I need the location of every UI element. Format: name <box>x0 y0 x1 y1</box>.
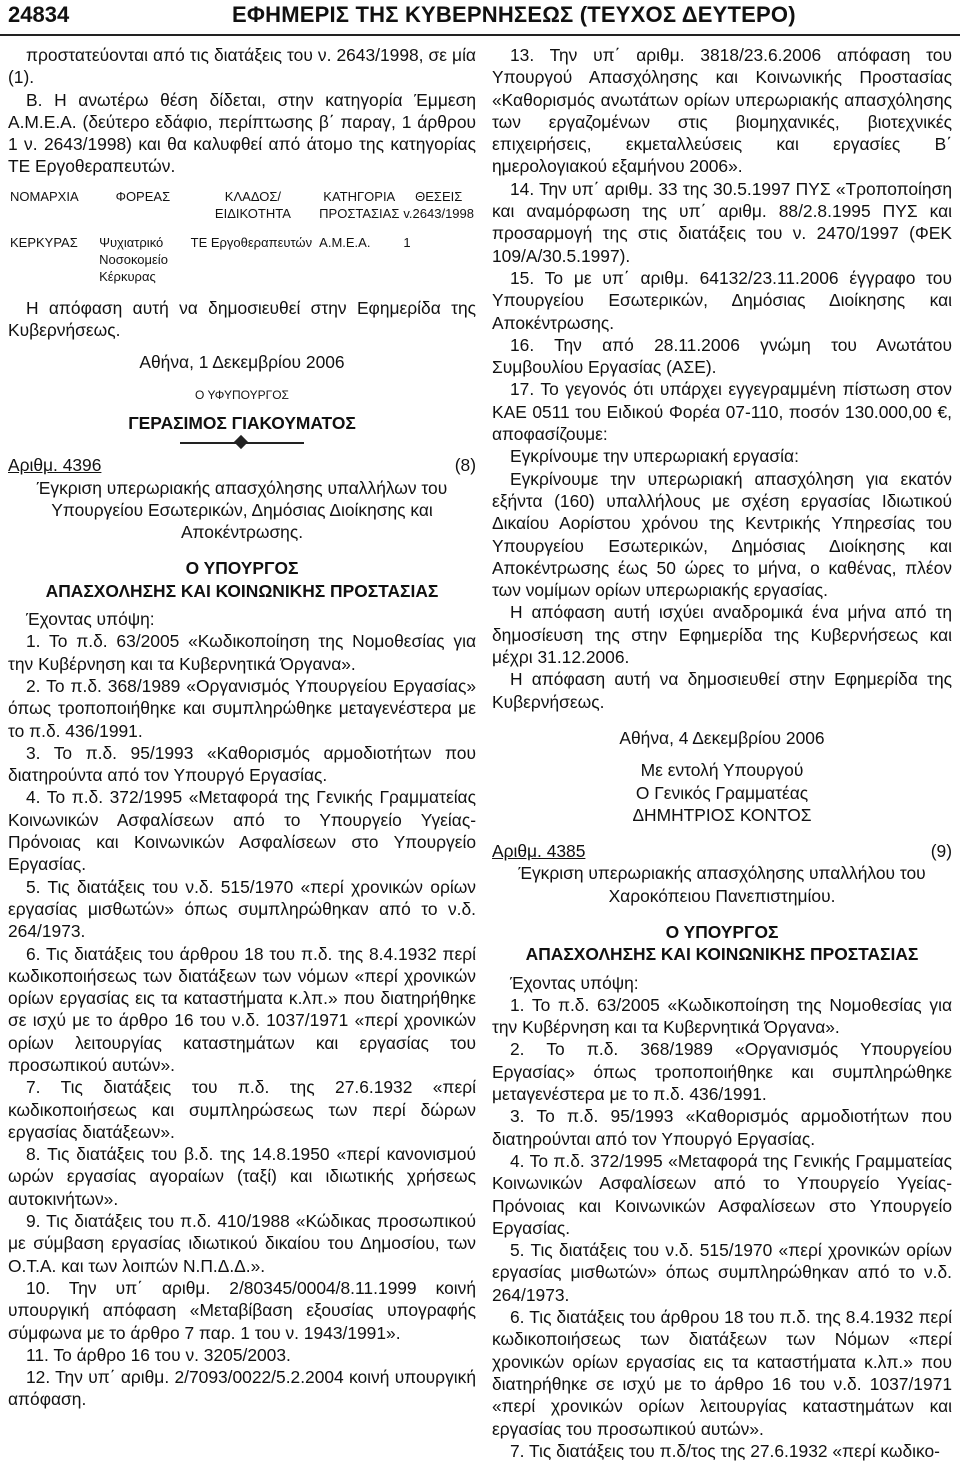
validity-text: Η απόφαση αυτή ισχύει αναδρομικά ένα μήνα από τη δημοσίευση της στην Εφημερίδα της Κυβερνήσεως και μέχρι 31.12.2006. <box>492 602 952 668</box>
intro-paragraph: προστατεύονται από τις διατάξεις του ν. 2643/1998, σε μία (1). <box>8 45 476 88</box>
signature-date: Αθήνα, 4 Δεκεμβρίου 2006 <box>619 727 825 748</box>
decision-index: (9) <box>930 841 952 862</box>
minister-title: Ο ΥΠΟΥΡΓΟΣ <box>185 558 299 579</box>
list-item: 2. Το π.δ. 368/1989 «Οργανισμός Υπουργείου Εργασίας» όπως τροποποιήθηκε και συμπληρώθηκε μεταγενέστερα με το π.δ. 436/1991. <box>8 675 476 741</box>
decision-index: (8) <box>454 455 476 476</box>
list-item: 5. Τις διατάξεις του ν.δ. 515/1970 «περί χρονικών ορίων εργασίας μισθωτών» όπως συμπληρώθηκαν από το ν.δ. 264/1973. <box>492 1240 952 1305</box>
order-title: Ο Γενικός Γραμματέας <box>635 782 809 803</box>
approval-line: Εγκρίνουμε την υπερωριακή εργασία: <box>510 446 799 467</box>
page-number: 24834 <box>8 2 70 27</box>
list-item: 13. Την υπ΄ αριθμ. 3818/23.6.2006 απόφαση του Υπουργού Απασχόλησης και Κοινωνικής Προστασίας «Καθορισμός ανωτάτων ορίων υπερωριακής απασχόλησης των εργαζομένων στις βιομηχανικές, βιοτεχνικές επιχειρήσεις, εκμεταλλεύσεις και εργασίες Β΄ ημερολογιακού εξαμήνου 2006». <box>492 45 952 177</box>
decision-number <box>8 454 476 476</box>
table-header-cell: ΝΟΜΑΡΧΙΑ <box>10 188 79 204</box>
left-column <box>8 44 476 1411</box>
table-cell: Ψυχιατρικό Νοσοκομείο Κέρκυρας <box>99 234 168 284</box>
approval-text: Εγκρίνουμε την υπερωριακή απασχόληση για εκατόν εξήντα (160) υπαλλήλους με σχέση εργασίας Ιδιωτικού Δικαίου Αορίστου χρόνου της Κεντρικής Υπηρεσίας του Υπουργείου Εσωτερικών, Δημόσιας Διοίκησης και Αποκέντρωσης έως 50 ώρες το μήνα, ο καθένας, πλέον των νομίμων ορίων υπερωριακής εργασίας. <box>492 468 952 601</box>
decision-title: Έγκριση υπερωριακής απασχόλησης υπαλλήλου του Χαροκόπειου Πανεπιστημίου. <box>518 863 926 906</box>
order-name: ΔΗΜΗΤΡΙΟΣ ΚΟΝΤΟΣ <box>632 804 812 825</box>
publish-text: Η απόφαση αυτή να δημοσιευθεί στην Εφημερίδα της Κυβερνήσεως. <box>8 297 476 341</box>
list-item: 4. Το π.δ. 372/1995 «Μεταφορά της Γενικής Γραμματείας Κοινωνικών Ασφαλίσεων από το Υπουργείο Υγείας-Πρόνοιας και Κοινωνικών Ασφαλίσεων στο Υπουργείο Εργασίας. <box>492 1150 952 1238</box>
list-item: 9. Τις διατάξεις του π.δ. 410/1988 «Κώδικας προσωπικού με σύμβαση εργασίας ιδιωτικού δικαίου του Δημοσίου, των Ο.Τ.Α. και των λοιπών Ν.Π.Δ.Δ.». <box>8 1211 476 1276</box>
signer-name: ΓΕΡΑΣΙΜΟΣ ΓΙΑΚΟΥΜΑΤΟΣ <box>128 412 356 433</box>
list-item: 1. Το π.δ. 63/2005 «Κωδικοποίηση της Νομοθεσίας για την Κυβέρνηση και τα Κυβερνητικά Όργανα». <box>492 994 952 1038</box>
diamond-icon <box>234 435 248 449</box>
having-in-mind: Έχοντας υπόψη: <box>26 609 155 630</box>
table-cell: 1 <box>403 234 411 250</box>
table-header-cell: ΚΛΑΔΟΣ/ ΕΙΔΙΚΟΤΗΤΑ <box>214 188 291 221</box>
order-line: Με εντολή Υπουργού <box>640 760 804 781</box>
table-row <box>8 234 476 285</box>
decision-title: Έγκριση υπερωριακής απασχόλησης υπαλλήλων του Υπουργείου Εσωτερικών, Δημόσιας Διοίκησης και Αποκέντρωσης. <box>36 477 448 543</box>
publish-text: Η απόφαση αυτή να δημοσιευθεί στην Εφημερίδα της Κυβερνήσεως. <box>492 669 952 712</box>
list-item: 6. Τις διατάξεις του άρθρου 18 του π.δ. της 8.4.1932 περί κωδικοποιήσεως των διατάξεων των νόμων «περί χρονικών ορίων εργασίας εις τα καταστήματα κ.λπ.» που διατηρήθηκε σε ισχύ με το άρθρο 16 του ν.δ. 1037/1971 «περί χρονικών ορίων λειτουργίας καταστημάτων και εργασίας του προσωπικού αυτών». <box>8 943 476 1075</box>
list-item: 17. Το γεγονός ότι υπάρχει εγγεγραμμένη πίστωση στον ΚΑΕ 0511 του Ειδικού Φορέα 07-110, ποσόν 130.000,00 €, αποφασίζουμε: <box>492 379 952 445</box>
minister-ministry: ΑΠΑΣΧΟΛΗΣΗΣ ΚΑΙ ΚΟΙΝΩΝΙΚΗΣ ΠΡΟΣΤΑΣΙΑΣ <box>45 580 439 601</box>
right-column <box>492 44 952 1462</box>
list-item: 14. Την υπ΄ αριθμ. 33 της 30.5.1997 ΠΥΣ «Τροποποίηση και αναμόρφωση της υπ΄ αριθμ. 88/2.8.1995 ΠΥΣ και προσαρμογή της στις διατάξεις του ν. 2470/1997 (ΦΕΚ 109/Α/30.5.1997). <box>492 178 952 266</box>
signer-title: Ο ΥΦΥΠΟΥΡΓΟΣ <box>195 387 289 402</box>
list-item: 6. Τις διατάξεις του άρθρου 18 του π.δ. της 8.4.1932 περί κωδικοποιήσεως των διατάξεων των Νόμων «περί χρονικών ορίων εργασίας εις τα καταστήματα κ.λπ.» που διατηρήθηκε σε ισχύ με το άρθρο 16 του ν.δ. 1037/1971 «περί χρονικών ορίων λειτουργίας καταστημάτων και εργασίας του προσωπικού αυτών». <box>492 1307 952 1439</box>
table-header-row <box>8 188 476 234</box>
table-header-cell: ΚΑΤΗΓΟΡΙΑ ΠΡΟΣΤΑΣΙΑΣ <box>319 188 400 221</box>
list-item: 2. Το π.δ. 368/1989 «Οργανισμός Υπουργείου Εργασίας» όπως τροποποιήθηκε και συμπληρώθηκε μεταγενέστερα με το π.δ. 436/1991. <box>492 1039 952 1105</box>
table-cell: ΤΕ Εργοθεραπευτών <box>190 234 313 250</box>
list-item: 10. Την υπ΄ αριθμ. 2/80345/0004/8.11.1999 κοινή υπουργική απόφαση «Μεταβίβαση εξουσίας υπογραφής σύμφωνα με το άρθρο 7 παρ. 1 του ν. 1943/1991». <box>8 1277 476 1343</box>
list-item: 3. Το π.δ. 95/1993 «Καθορισμός αρμοδιοτήτων που διατηρούντα από τον Υπουργό Εργασίας. <box>8 742 476 786</box>
table-header-cell: ΦΟΡΕΑΣ <box>115 188 171 204</box>
list-item: 15. Το με υπ΄ αριθμ. 64132/23.11.2006 έγγραφο του Υπουργείου Εσωτερικών, Δημόσιας Διοίκησης και Αποκέντρωσης. <box>492 267 952 333</box>
list-item: 3. Το π.δ. 95/1993 «Καθορισμός αρμοδιοτήτων που διατηρούνται από τον Υπουργό Εργασίας. <box>492 1106 952 1149</box>
list-item: 12. Την υπ΄ αριθμ. 2/7093/0022/5.2.2004 κοινή υπουργική απόφαση. <box>8 1367 476 1410</box>
page-header <box>0 0 960 36</box>
section-separator <box>8 436 476 450</box>
minister-ministry: ΑΠΑΣΧΟΛΗΣΗΣ ΚΑΙ ΚΟΙΝΩΝΙΚΗΣ ΠΡΟΣΤΑΣΙΑΣ <box>525 944 919 965</box>
gazette-title: ΕΦΗΜΕΡΙΣ ΤΗΣ ΚΥΒΕΡΝΗΣΕΩΣ (ΤΕΥΧΟΣ ΔΕΥΤΕΡΟ) <box>232 2 796 27</box>
signature-date: Αθήνα, 1 Δεκεμβρίου 2006 <box>139 352 345 373</box>
list-item: 1. Το π.δ. 63/2005 «Κωδικοποίηση της Νομοθεσίας για την Κυβέρνηση και τα Κυβερνητικά Όργανα». <box>8 631 476 674</box>
table-cell: ΚΕΡΚΥΡΑΣ <box>10 234 78 250</box>
list-item: 5. Τις διατάξεις του ν.δ. 515/1970 «περί χρονικών ορίων εργασίας μισθωτών» όπως συμπληρώθηκαν από το ν.δ. 264/1973. <box>8 876 476 942</box>
positions-table <box>8 188 476 285</box>
table-cell: Α.Μ.Ε.Α. <box>319 234 371 250</box>
intro-paragraph: Β. Η ανωτέρω θέση δίδεται, στην κατηγορία Έμμεση Α.Μ.Ε.Α. (δεύτερο εδάφιο, περίπτωσης β΄ παραγ, 1 άρθρου 1 ν. 2643/1998) και θα καλυφθεί από άτομο της κατηγορίας ΤΕ Εργοθεραπευτών. <box>8 89 476 177</box>
list-item: 4. Το π.δ. 372/1995 «Μεταφορά της Γενικής Γραμματείας Κοινωνικών Ασφαλίσεων από το Υπουργείο Υγείας-Πρόνοιας και Κοινωνικών Ασφαλίσεων στο Υπουργείο Εργασίας. <box>8 787 476 875</box>
having-in-mind: Έχοντας υπόψη: <box>510 972 639 993</box>
list-item: 7. Τις διατάξεις του π.δ. της 27.6.1932 «περί κωδικοποιήσεως και συμπληρώσεως των περί δώρων εργασίας διατάξεων». <box>8 1077 476 1142</box>
decision-number-label: Αριθμ. 4385 <box>492 841 586 862</box>
list-item: 11. Το άρθρο 16 του ν. 3205/2003. <box>26 1344 291 1365</box>
decision-number <box>492 840 952 862</box>
list-item: 7. Τις διατάξεις του π.δ/τος της 27.6.1932 «περί κωδικο- <box>510 1440 940 1461</box>
list-item: 16. Την από 28.11.2006 γνώμη του Ανωτάτου Συμβουλίου Εργασίας (ΑΣΕ). <box>492 334 952 378</box>
decision-number-label: Αριθμ. 4396 <box>8 455 102 476</box>
list-item: 8. Τις διατάξεις του β.δ. της 14.8.1950 «περί κανονισμού ωρών εργασίας αγοραίων (ταξί) και ιδιωτικής χρήσεως αυτοκινήτων». <box>8 1144 476 1209</box>
table-header-cell: ΘΕΣΕΙΣ v.2643/1998 <box>403 188 474 221</box>
minister-title: Ο ΥΠΟΥΡΓΟΣ <box>665 921 779 942</box>
